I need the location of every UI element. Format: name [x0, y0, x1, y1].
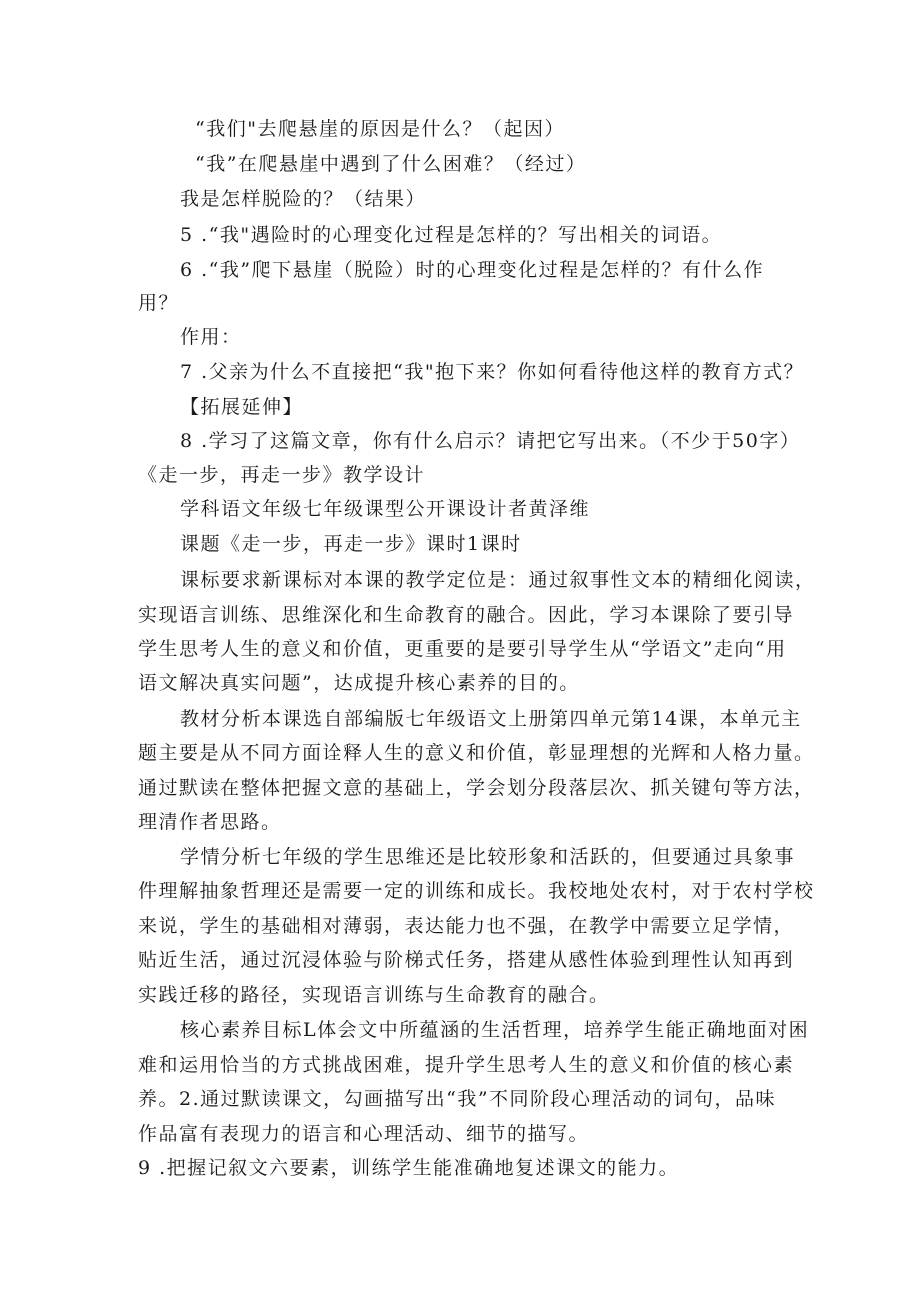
question-process: “我”在爬悬崖中遇到了什么困难？（经过）: [195, 153, 587, 175]
core-goals-line-3: 养。2.通过默读课文，勾画描写出“我”不同阶段心理活动的词句，品味: [138, 1088, 777, 1110]
curriculum-paragraph-line-1: 课标要求新课标对本课的教学定位是：通过叙事性文本的精细化阅读，: [180, 569, 816, 591]
question-5: 5 .“我"遇险时的心理变化过程是怎样的？写出相关的词语。: [180, 224, 723, 246]
effect-label: 作用：: [180, 326, 242, 348]
student-analysis-line-4: 贴近生活，通过沉浸体验与阶梯式任务，搭建从感性体验到理性认知再到: [138, 949, 795, 971]
student-analysis-line-5: 实践迁移的路径，实现语言训练与生命教育的融合。: [138, 984, 610, 1006]
student-analysis-line-2: 件理解抽象哲理还是需要一定的训练和成长。我校地处农村，对于农村学校: [138, 880, 815, 902]
student-analysis-line-1: 学情分析七年级的学生思维还是比较形象和活跃的，但要通过具象事: [180, 846, 796, 868]
question-8: 8 .学习了这篇文章，你有什么启示？请把它写出来。（不少于50字）: [180, 430, 801, 452]
core-goals-line-2: 难和运用恰当的方式挑战困难，提升学生思考人生的意义和价值的核心素: [138, 1054, 795, 1076]
curriculum-paragraph-line-4: 语文解决真实问题”，达成提升核心素养的目的。: [138, 672, 580, 694]
curriculum-paragraph-line-2: 实现语言训练、思维深化和生命教育的融合。因此，学习本课除了要引导: [138, 604, 795, 626]
question-7: 7 .父亲为什么不直接把“我"抱下来？你如何看待他这样的教育方式？: [180, 361, 805, 383]
textbook-analysis-line-2: 题主要是从不同方面诠释人生的意义和价值，彰显理想的光辉和人格力量。: [138, 742, 815, 764]
question-cause: “我们"去爬悬崖的原因是什么？（起因）: [195, 118, 565, 140]
question-result: 我是怎样脱险的？（结果）: [180, 188, 427, 210]
question-6-continued: 用？: [138, 292, 180, 314]
core-goals-line-4: 作品富有表现力的语言和心理活动、细节的描写。: [138, 1123, 590, 1145]
extension-heading: 【拓展延伸】: [180, 396, 304, 418]
textbook-analysis-line-3: 通过默读在整体把握文意的基础上，学会划分段落层次、抓关键句等方法，: [138, 777, 815, 799]
student-analysis-line-3: 来说，学生的基础相对薄弱，表达能力也不强，在教学中需要立足学情，: [138, 915, 795, 937]
core-goals-line-5: 9 .把握记叙文六要素，训练学生能准确地复述课文的能力。: [138, 1157, 680, 1179]
textbook-analysis-line-4: 理清作者思路。: [138, 811, 282, 833]
lesson-topic: 课题《走一步，再走一步》课时1课时: [180, 533, 522, 555]
curriculum-paragraph-line-3: 学生思考人生的意义和价值，更重要的是要引导学生从“学语文”走向“用: [138, 638, 787, 660]
textbook-analysis-line-1: 教材分析本课选自部编版七年级语文上册第四单元第14课，本单元主: [180, 708, 802, 730]
question-6: 6 .“我”爬下悬崖（脱险）时的心理变化过程是怎样的？有什么作: [180, 259, 765, 281]
lesson-design-title: 《走一步，再走一步》教学设计: [138, 464, 426, 486]
course-info: 学科语文年级七年级课型公开课设计者黄泽维: [180, 498, 591, 520]
core-goals-line-1: 核心素养目标L体会文中所蕴涵的生活哲理，培养学生能正确地面对困: [180, 1019, 810, 1041]
